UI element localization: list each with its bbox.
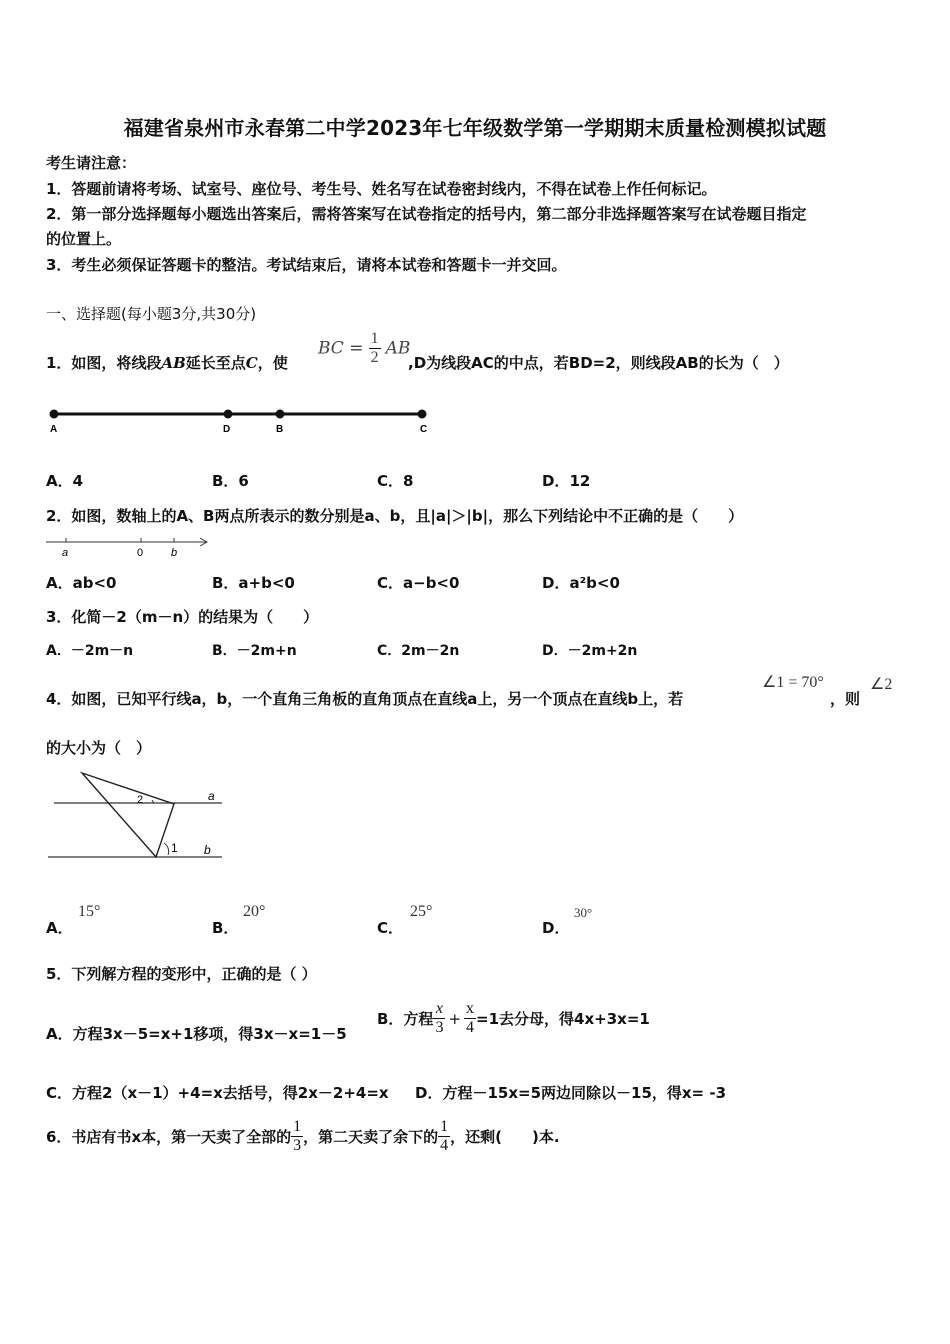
point-b bbox=[276, 410, 285, 419]
q4-option-a-letter: A． bbox=[46, 919, 73, 937]
q6-prefix: 6．书店有书x本，第一天卖了全部的 bbox=[46, 1128, 292, 1146]
q1-fraction bbox=[369, 330, 381, 367]
axis-label-b: b bbox=[171, 547, 178, 559]
q5-text: 5．下列解方程的变形中，正确的是（ ） bbox=[46, 965, 317, 983]
q4-option-c[interactable] bbox=[377, 917, 403, 938]
q5-fraction-1 bbox=[433, 1000, 445, 1037]
q1-segment-figure bbox=[40, 400, 440, 440]
q2-number-line bbox=[44, 532, 214, 562]
q5-option-b[interactable] bbox=[377, 1000, 650, 1037]
q3-option-b[interactable]: B．－2m+n bbox=[212, 643, 297, 659]
section-heading: 一、选择题(每小题3分,共30分) bbox=[46, 305, 257, 323]
q4-angle2: ∠2 bbox=[870, 676, 893, 693]
q1-formula bbox=[318, 330, 410, 367]
q6-fraction-1 bbox=[291, 1118, 303, 1155]
q4-option-d[interactable] bbox=[542, 917, 569, 938]
q1-suffix: ,D为线段AC的中点，若BD=2，则线段AB的长为（ ） bbox=[408, 354, 789, 372]
notice-item-2-cont: 的位置上。 bbox=[46, 230, 122, 248]
q4-option-a-value: 15° bbox=[78, 903, 101, 920]
q5-f2-den: 4 bbox=[466, 1019, 475, 1036]
q3-option-c[interactable]: C．2m－2n bbox=[377, 643, 460, 659]
notice-item-1: 1．答题前请将考场、试室号、座位号、考生号、姓名写在试卷密封线内，不得在试卷上作任何标记。 bbox=[46, 180, 717, 198]
q1-mid2: ，使 bbox=[257, 354, 288, 372]
point-d bbox=[224, 410, 233, 419]
figure-label-2: 2 bbox=[137, 794, 144, 806]
point-a bbox=[50, 410, 59, 419]
notice-item-2: 2．第一部分选择题每小题选出答案后，需将答案写在试卷指定的括号内，第二部分非选择题答案写在试卷题目指定 bbox=[46, 205, 807, 223]
notice-item-3: 3．考生必须保证答题卡的整洁。考试结束后，请将本试卷和答题卡一并交回。 bbox=[46, 256, 567, 274]
q4-option-b-value: 20° bbox=[243, 903, 266, 920]
figure-label-b: b bbox=[204, 843, 211, 857]
q1-frac-den: 2 bbox=[370, 349, 379, 366]
q5-option-b-suffix: =1去分母，得4x+3x=1 bbox=[476, 1010, 650, 1028]
q6-fraction-2 bbox=[438, 1118, 450, 1155]
notice-heading: 考生请注意： bbox=[46, 154, 137, 172]
triangle bbox=[82, 773, 174, 857]
q4-option-c-letter: C． bbox=[377, 919, 404, 937]
q5-f2-num: x bbox=[466, 1000, 475, 1017]
label-b: B bbox=[276, 424, 284, 435]
q2-option-c[interactable]: C．a−b<0 bbox=[377, 574, 460, 592]
q6-suffix: ，还剩( )本. bbox=[450, 1128, 560, 1146]
label-d: D bbox=[223, 424, 231, 435]
q1-prefix: 1．如图，将线段 bbox=[46, 354, 162, 372]
q4-text: 4．如图，已知平行线a，b，一个直角三角板的直角顶点在直线a上，另一个顶点在直线b上，若 bbox=[46, 690, 684, 708]
q4-option-c-value: 25° bbox=[410, 903, 433, 920]
q5-option-b-prefix: B．方程 bbox=[377, 1010, 434, 1028]
q3-option-d[interactable]: D．－2m+2n bbox=[542, 643, 638, 659]
point-c bbox=[418, 410, 427, 419]
q5-plus: + bbox=[448, 1009, 462, 1028]
figure-label-1: 1 bbox=[171, 841, 178, 855]
q6-f2-num: 1 bbox=[440, 1118, 449, 1135]
angle1-arc bbox=[164, 843, 169, 855]
axis-label-0: 0 bbox=[137, 547, 144, 559]
label-a: A bbox=[50, 424, 58, 435]
q2-option-d[interactable]: D．a²b<0 bbox=[542, 574, 620, 592]
q2-option-b[interactable]: B．a+b<0 bbox=[212, 574, 295, 592]
q4-then: ，则 bbox=[830, 690, 861, 708]
axis-label-a: a bbox=[62, 547, 69, 559]
q4-angle1: ∠1 = 70° bbox=[762, 674, 824, 691]
q1-text bbox=[46, 352, 288, 373]
page-title: 福建省泉州市永春第二中学2023年七年级数学第一学期期末质量检测模拟试题 bbox=[123, 116, 827, 140]
q6-f1-num: 1 bbox=[293, 1118, 302, 1135]
q5-f1-num: x bbox=[433, 1000, 445, 1019]
q4-option-b[interactable] bbox=[212, 917, 238, 938]
q1-option-a[interactable]: A．4 bbox=[46, 472, 84, 490]
q6-f1-den: 3 bbox=[293, 1137, 302, 1154]
q1-option-c[interactable]: C．8 bbox=[377, 472, 414, 490]
q5-f1-den: 3 bbox=[435, 1019, 444, 1036]
q1-mid1: 延长至点 bbox=[185, 354, 246, 372]
q2-option-a[interactable]: A．ab<0 bbox=[46, 574, 117, 592]
q5-option-a[interactable]: A．方程3x－5=x+1移项，得3x－x=1－5 bbox=[46, 1025, 347, 1043]
q1-ab: AB bbox=[161, 354, 186, 372]
q4-option-a[interactable] bbox=[46, 917, 73, 938]
q1-c: C bbox=[245, 354, 258, 372]
q3-text: 3．化简－2（m－n）的结果为（ ） bbox=[46, 608, 319, 626]
q1-formula-lhs: BC = bbox=[318, 338, 364, 359]
q4-option-d-value: 30° bbox=[574, 905, 593, 920]
q1-frac-num: 1 bbox=[370, 330, 379, 347]
q2-text: 2．如图，数轴上的A、B两点所表示的数分别是a、b，且|a|＞|b|，那么下列结论中不正确的是（ ） bbox=[46, 507, 744, 525]
q5-option-c[interactable]: C．方程2（x－1）+4=x去括号，得2x－2+4=x bbox=[46, 1084, 389, 1102]
q1-option-b[interactable]: B．6 bbox=[212, 472, 249, 490]
q5-fraction-2 bbox=[464, 1000, 476, 1037]
q4-parallel-lines-figure bbox=[44, 766, 234, 866]
q3-option-a[interactable]: A．－2m－n bbox=[46, 643, 134, 659]
q6-f2-den: 4 bbox=[440, 1137, 449, 1154]
q1-formula-rhs: AB bbox=[385, 338, 411, 359]
q4-option-b-letter: B． bbox=[212, 919, 239, 937]
q5-option-d[interactable]: D．方程－15x=5两边同除以－15，得x= -3 bbox=[415, 1084, 727, 1102]
figure-label-a: a bbox=[208, 789, 215, 803]
q6-mid: ，第二天卖了余下的 bbox=[303, 1128, 439, 1146]
q1-option-d[interactable]: D．12 bbox=[542, 472, 591, 490]
q6-text bbox=[46, 1118, 560, 1155]
q4-option-d-letter: D． bbox=[542, 919, 570, 937]
label-c: C bbox=[420, 424, 428, 435]
q4-text2: 的大小为（ ） bbox=[46, 739, 152, 757]
